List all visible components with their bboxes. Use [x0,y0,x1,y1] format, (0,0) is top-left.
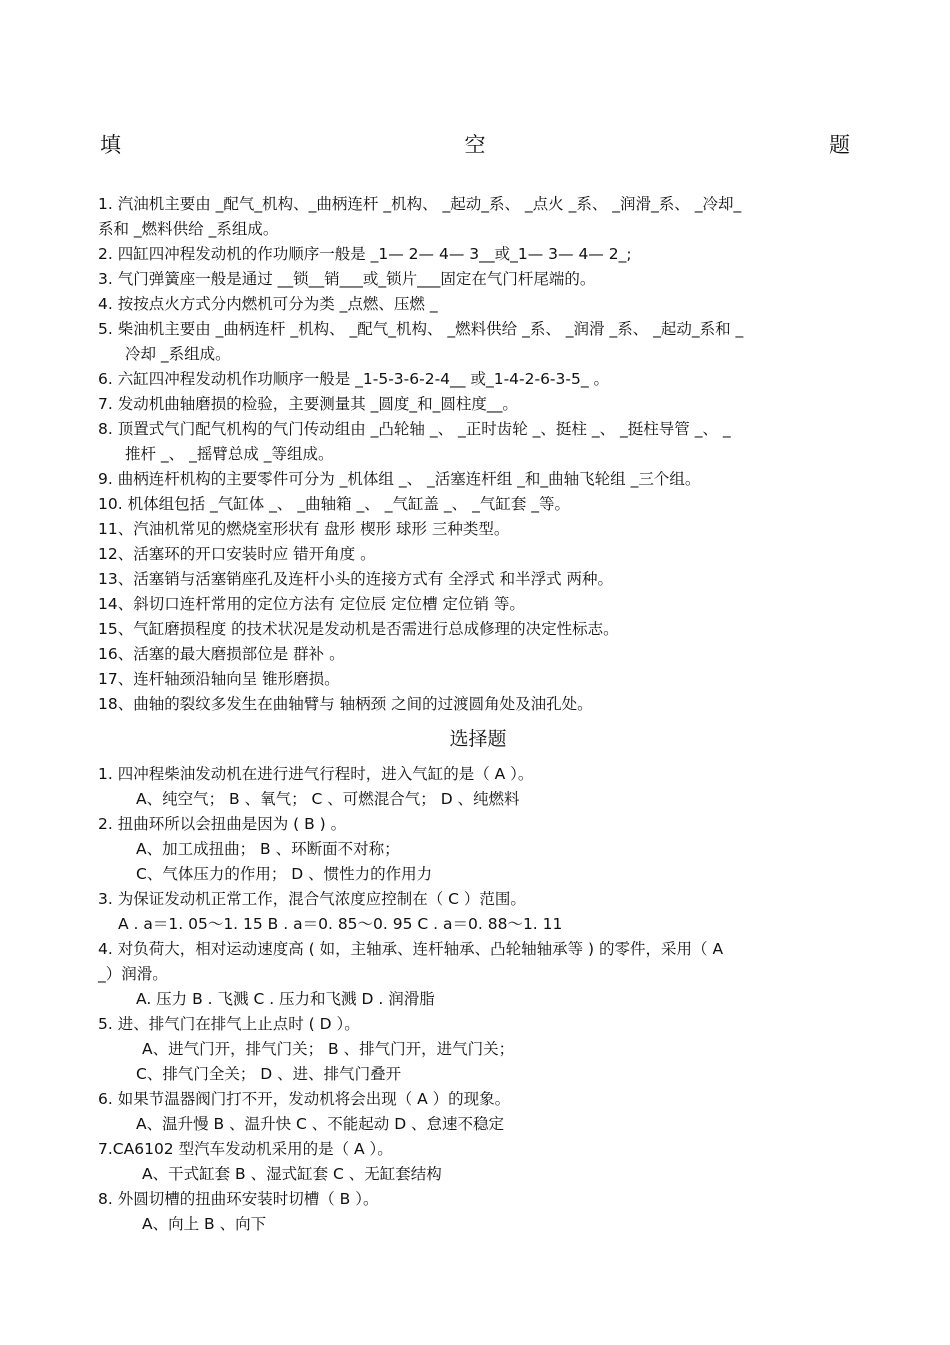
title-char: 空 [464,133,486,157]
title-char: 题 [829,133,850,157]
choice-options: A. 压力 B . 飞溅 C . 压力和飞溅 D . 润滑脂 [136,990,435,1008]
choice-options: A、干式缸套 B 、湿式缸套 C 、无缸套结构 [142,1165,442,1183]
fill-question: 10. 机体组包括 _气缸体 _、 _曲轴箱 _、 _气缸盖 _、 _气缸套 _等。 [98,495,570,513]
choice-question-cont: _）润滑。 [98,965,168,983]
choice-options: C、排气门全关； D 、进、排气门叠开 [136,1065,402,1083]
fill-question: 16、活塞的最大磨损部位是 群补 。 [98,645,345,663]
fill-question: 12、活塞环的开口安装时应 错开角度 。 [98,545,376,563]
choice-options: A、温升慢 B 、温升快 C 、不能起动 D 、怠速不稳定 [136,1115,505,1133]
choice-options: A、进气门开，排气门关； B 、排气门开，进气门关； [142,1040,515,1058]
choice-question: 6. 如果节温器阀门打不开，发动机将会出现（ A ）的现象。 [98,1090,511,1108]
fill-question: 5. 柴油机主要由 _曲柄连杆 _机构、 _配气_机构、 _燃料供给 _系、 _润滑 _系、 _起动_系和 _ [98,320,744,338]
choice-question: 5. 进、排气门在排气上止点时 ( D ）。 [98,1015,360,1033]
choice-question: 8. 外圆切槽的扭曲环安装时切槽（ B ）。 [98,1190,379,1208]
choice-question: 4. 对负荷大，相对运动速度高 ( 如，主轴承、连杆轴承、凸轮轴轴承等 ) 的零件，采用（ A [98,940,724,958]
fill-question: 9. 曲柄连杆机构的主要零件可分为 _机体组 _、 _活塞连杆组 _和_曲轴飞轮组 _三个组。 [98,470,701,488]
choice-question: 3. 为保证发动机正常工作，混合气浓度应控制在（ C ）范围。 [98,890,526,908]
choice-question: 7.CA6102 型汽车发动机采用的是（ A ）。 [98,1140,393,1158]
fill-question: 7. 发动机曲轴磨损的检验，主要测量其 _圆度_和_圆柱度__。 [98,395,518,413]
fill-question: 15、气缸磨损程度 的技术状况是发动机是否需进行总成修理的决定性标志。 [98,620,619,638]
fill-question: 13、活塞销与活塞销座孔及连杆小头的连接方式有 全浮式 和半浮式 两种。 [98,570,614,588]
fill-question-cont: 冷却 _系组成。 [125,345,231,363]
choice-options: A、加工成扭曲； B 、环断面不对称； [136,840,400,858]
fill-question: 2. 四缸四冲程发动机的作功顺序一般是 _1— 2— 4— 3__或_1— 3— 4— 2_; [98,245,632,263]
fill-question: 14、斜切口连杆常用的定位方法有 定位辰 定位槽 定位销 等。 [98,595,525,613]
choice-options: A . a＝1. 05～1. 15 B . a＝0. 85～0. 95 C . a＝0. 88～1. 11 [118,915,563,933]
fill-question: 6. 六缸四冲程发动机作功顺序一般是 _1-5-3-6-2-4__ 或_1-4-2-6-3-5_ 。 [98,370,610,388]
fill-question: 4. 按按点火方式分内燃机可分为类 _点燃、压燃 _ [98,295,438,313]
fill-blank-title [100,132,850,158]
choice-section-title: 选择题 [449,728,507,750]
fill-question-cont: 推杆 _、 _摇臂总成 _等组成。 [125,445,334,463]
choice-options: A、纯空气； B 、氧气； C 、可燃混合气； D 、纯燃料 [136,790,520,808]
title-char: 填 [100,133,121,157]
choice-question: 1. 四冲程柴油发动机在进行进气行程时，进入气缸的是（ A ）。 [98,765,534,783]
choice-question: 2. 扭曲环所以会扭曲是因为 ( B ) 。 [98,815,347,833]
fill-question: 11、汽油机常见的燃烧室形状有 盘形 楔形 球形 三种类型。 [98,520,510,538]
document-body [98,192,858,1237]
fill-question-cont: 系和 _燃料供给 _系组成。 [98,220,279,238]
fill-question: 8. 顶置式气门配气机构的气门传动组由 _凸轮轴 _、 _正时齿轮 _、挺柱 _、 _挺柱导管 _、 _ [98,420,731,438]
choice-options: C、气体压力的作用； D 、惯性力的作用力 [136,865,433,883]
fill-question: 3. 气门弹簧座一般是通过 __锁__销___或_锁片___固定在气门杆尾端的。 [98,270,596,288]
fill-question: 1. 汽油机主要由 _配气_机构、_曲柄连杆 _机构、 _起动_系、 _点火 _系、 _润滑_系、 _冷却_ [98,195,742,213]
choice-options: A、向上 B 、向下 [142,1215,267,1233]
fill-question: 18、曲轴的裂纹多发生在曲轴臂与 轴柄颈 之间的过渡圆角处及油孔处。 [98,695,593,713]
fill-question: 17、连杆轴颈沿轴向呈 锥形磨损。 [98,670,340,688]
